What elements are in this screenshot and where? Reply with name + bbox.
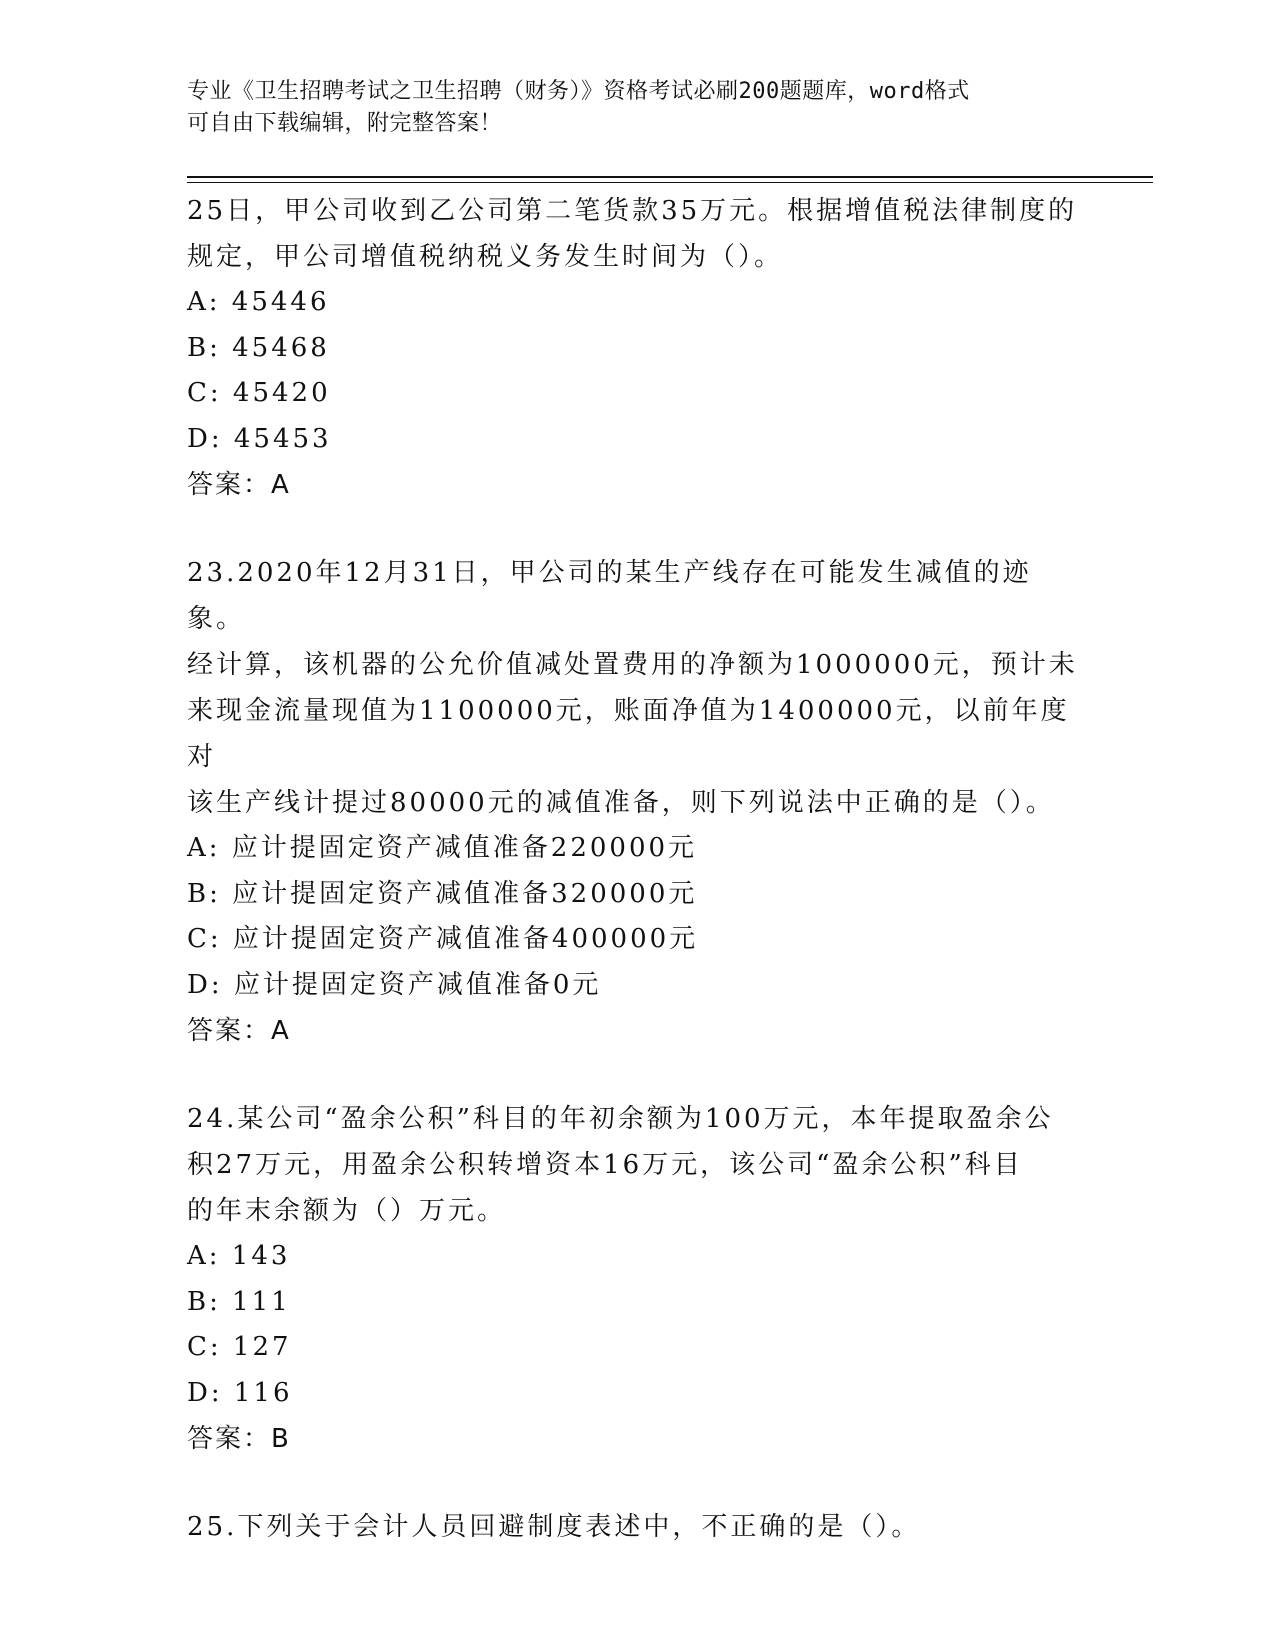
question-block	[187, 1504, 1087, 1550]
question-block	[187, 1096, 1087, 1462]
question-text-line: 来现金流量现值为1100000元，账面净值为1400000元，以前年度对	[187, 696, 1070, 772]
answer-line: 答案：A	[187, 470, 291, 500]
question-text-line: 的年末余额为（）万元。	[187, 1196, 507, 1226]
header-line-2: 可自由下载编辑，附完整答案！	[187, 111, 503, 136]
option-b: B: 111	[187, 1286, 291, 1317]
question-text-line: 24.某公司“盈余公积”科目的年初余额为100万元，本年提取盈余公	[187, 1104, 1054, 1134]
option-a: A: 应计提固定资产减值准备220000元	[187, 833, 698, 863]
question-text-line: 23.2020年12月31日，甲公司的某生产线存在可能发生减值的迹象。	[187, 558, 1032, 634]
option-c: C: 45420	[187, 378, 331, 408]
answer-line: 答案：A	[187, 1016, 291, 1046]
question-text-line: 规定，甲公司增值税纳税义务发生时间为（）。	[187, 242, 784, 272]
question-text-line: 积27万元，用盈余公积转增资本16万元，该公司“盈余公积”科目	[187, 1150, 1023, 1180]
option-a: A: 45446	[187, 287, 330, 317]
question-text-line: 经计算，该机器的公允价值减处置费用的净额为1000000元，预计未	[187, 650, 1078, 680]
option-d: D: 45453	[187, 423, 332, 454]
question-list	[187, 188, 1087, 1550]
question-block	[187, 550, 1087, 1054]
option-c: C: 127	[187, 1332, 292, 1362]
document-header	[187, 76, 1067, 140]
header-divider-thick	[187, 176, 1153, 178]
spacer	[187, 508, 1087, 550]
option-d: D: 应计提固定资产减值准备0元	[187, 969, 602, 1000]
question-text-line: 25日，甲公司收到乙公司第二笔货款35万元。根据增值税法律制度的	[187, 196, 1078, 226]
option-d: D: 116	[187, 1377, 293, 1408]
spacer	[187, 1054, 1087, 1096]
question-block	[187, 188, 1087, 508]
question-text-line: 该生产线计提过80000元的减值准备，则下列说法中正确的是（）。	[187, 788, 1055, 818]
option-a: A: 143	[187, 1241, 291, 1271]
answer-line: 答案：B	[187, 1424, 291, 1454]
option-b: B: 应计提固定资产减值准备320000元	[187, 878, 698, 909]
header-line-1: 专业《卫生招聘考试之卫生招聘（财务）》资格考试必刷200题题库，word格式	[187, 79, 970, 104]
option-c: C: 应计提固定资产减值准备400000元	[187, 924, 699, 954]
spacer	[187, 1462, 1087, 1504]
option-b: B: 45468	[187, 332, 330, 363]
question-text-line: 25.下列关于会计人员回避制度表述中，不正确的是（）。	[187, 1512, 921, 1542]
header-divider-thin	[187, 182, 1153, 183]
